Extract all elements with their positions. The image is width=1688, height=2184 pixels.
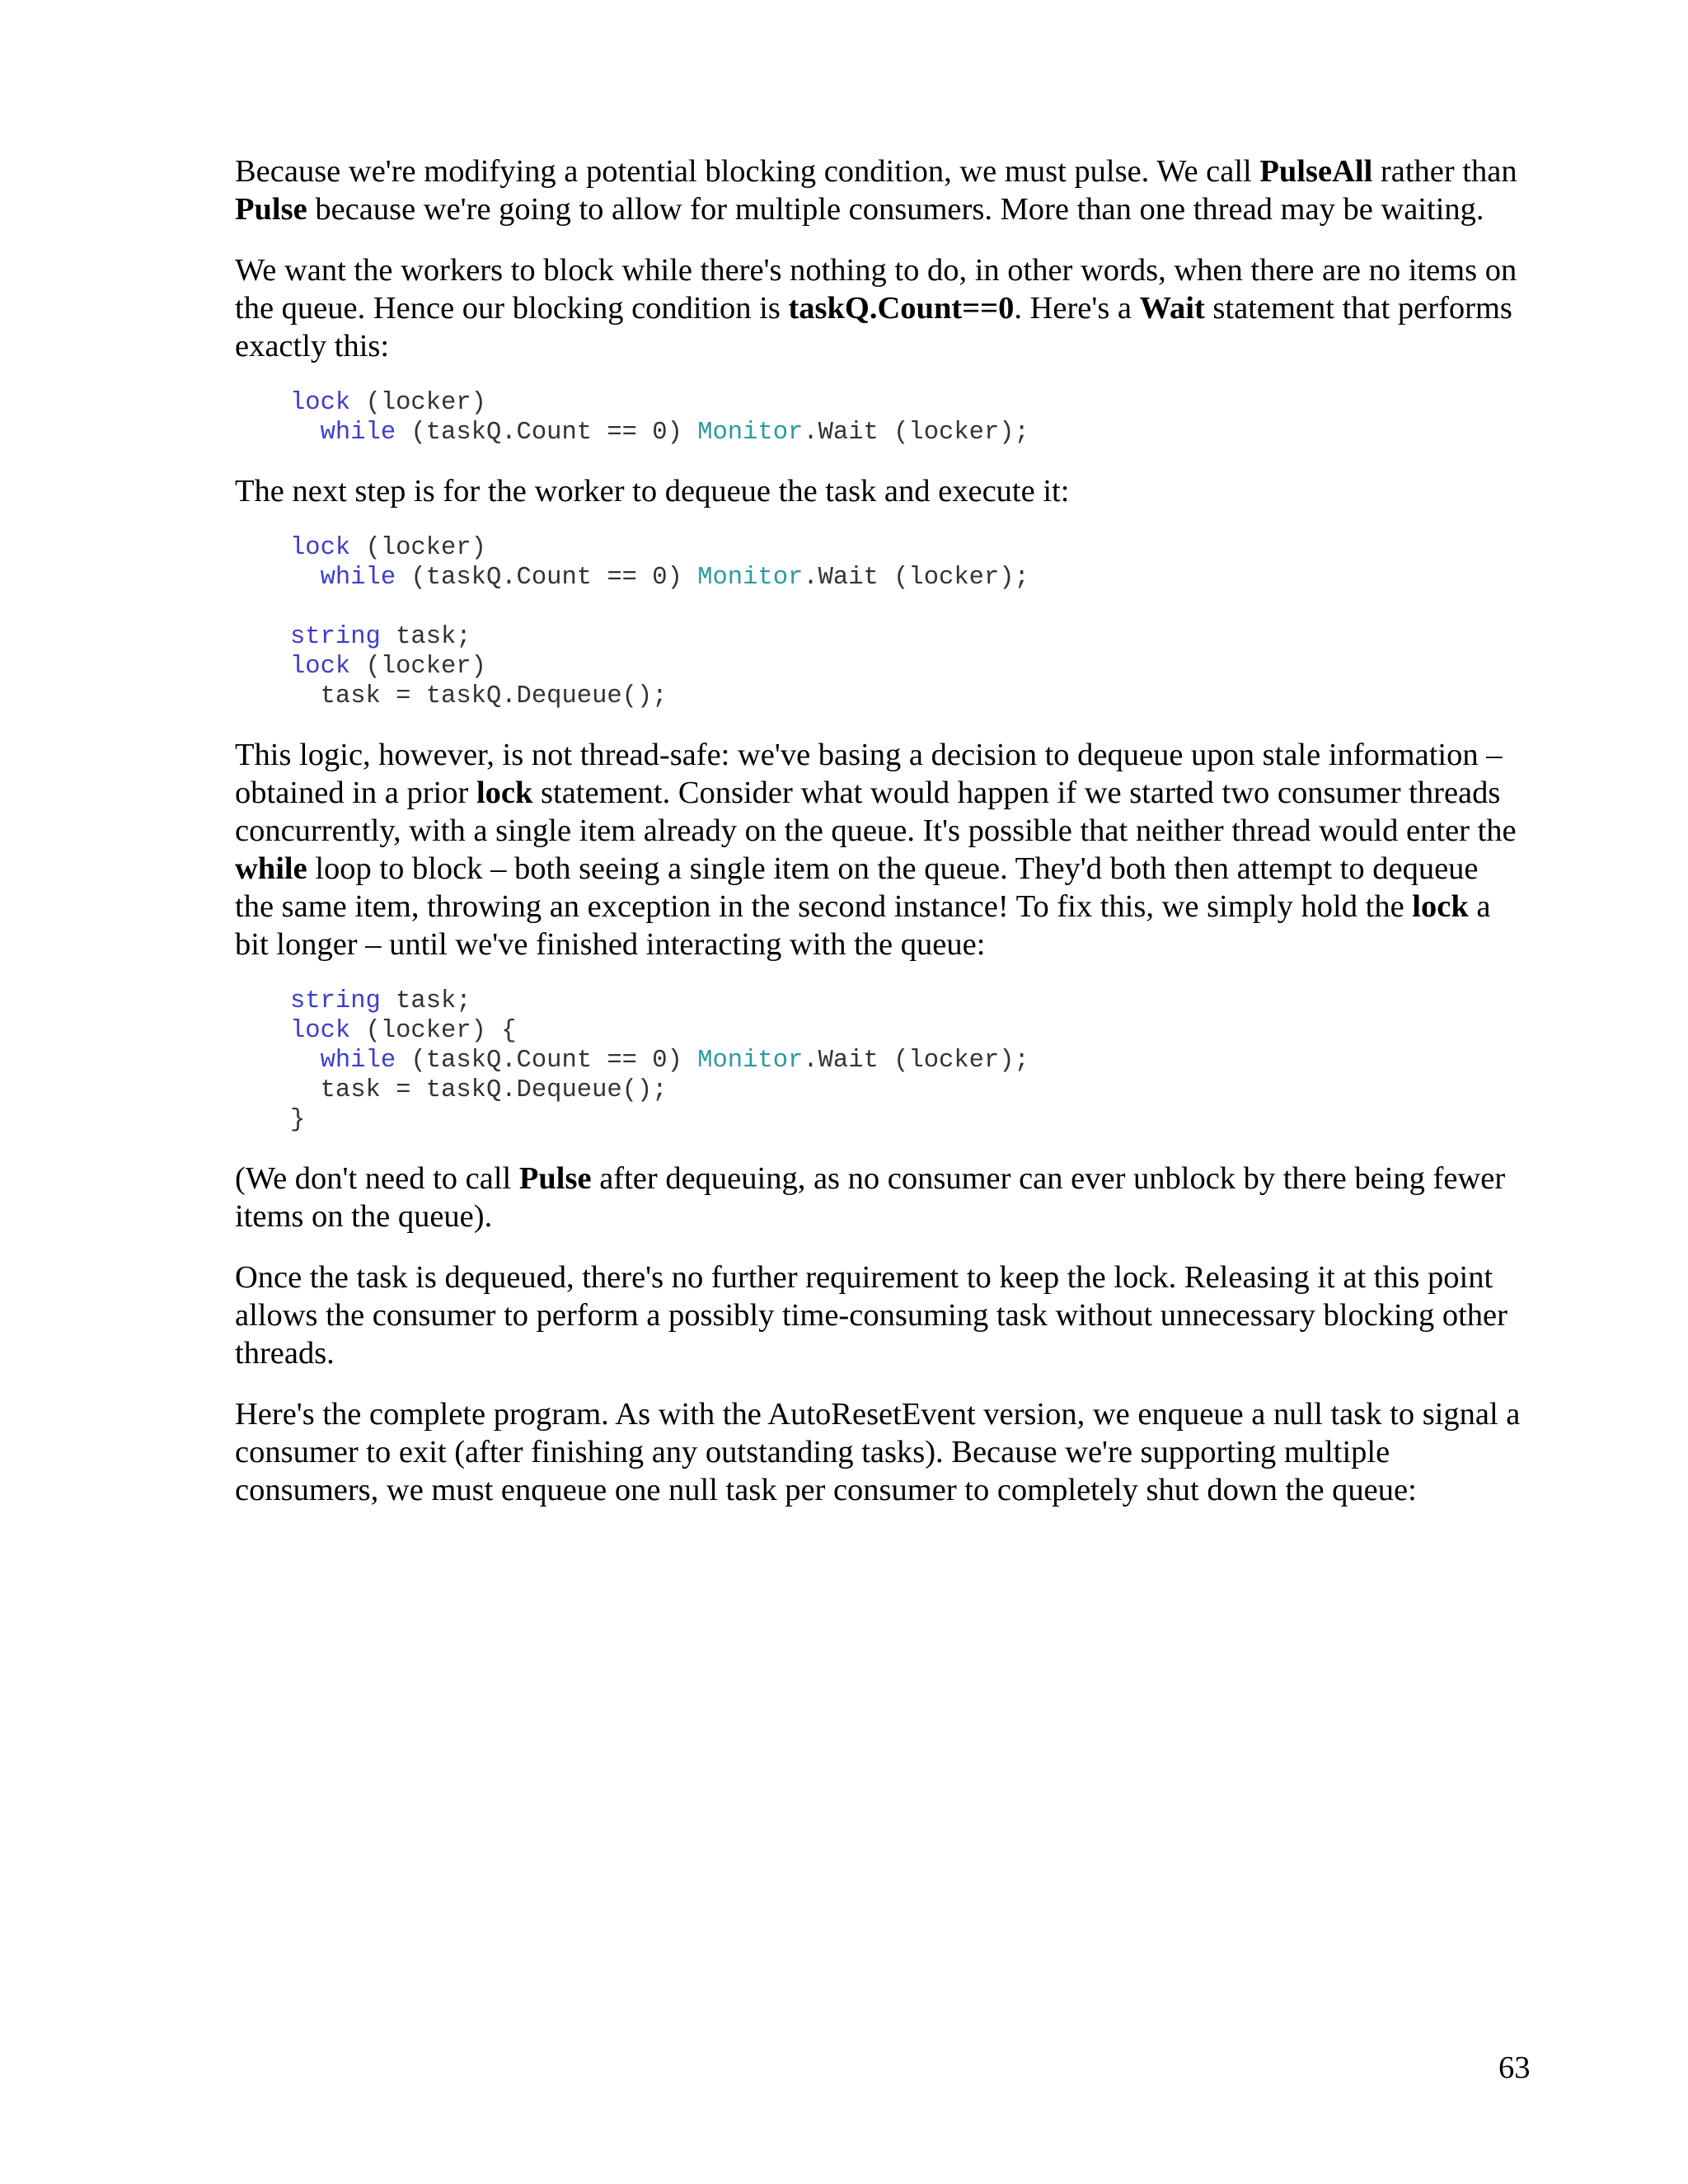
code-text: .Wait (locker);	[803, 1047, 1029, 1075]
code-text: (taskQ.Count == 0)	[396, 1047, 698, 1075]
paragraph-no-pulse	[235, 1160, 1525, 1235]
code-text: (taskQ.Count == 0)	[396, 564, 698, 592]
text-run: This logic, however, is not thread-safe: we've basing a decision to dequeue upon stale information – obtained in a prior	[235, 738, 1503, 810]
code-keyword: lock	[290, 389, 351, 417]
code-keyword: lock	[290, 653, 351, 681]
text-run: after dequeuing, as no consumer can ever unblock by there being fewer items on the queue).	[235, 1161, 1506, 1234]
text-run: Here's the complete program. As with the AutoResetEvent version, we enqueue a null task to signal a consumer to exit (after finishing any outstanding tasks). Because we're supporting multiple consumers, we must enqueue one null task per consumer to completely shut down the queue:	[235, 1397, 1521, 1507]
code-text: .Wait (locker);	[803, 564, 1029, 592]
code-text: }	[290, 1106, 306, 1134]
text-run: statement. Consider what would happen if we started two consumer threads concurrently, with a single item already on the queue. It's possible that neither thread would enter the	[235, 776, 1517, 848]
code-block-wait	[290, 388, 1525, 448]
code-text: task;	[380, 623, 471, 651]
text-run: Once the task is dequeued, there's no further requirement to keep the lock. Releasing it at this point allows the consumer to perform a possibly time-consuming task without unnecessary blocking other threads.	[235, 1260, 1507, 1371]
code-text: (locker)	[350, 389, 486, 417]
code-type: Monitor	[697, 564, 804, 592]
paragraph-release-lock	[235, 1258, 1525, 1372]
code-text: (taskQ.Count == 0)	[396, 419, 698, 447]
text-run: a bit longer – until we've finished interacting with the queue:	[235, 889, 1491, 962]
code-type: Monitor	[697, 419, 804, 447]
text-run: Because we're modifying a potential blocking condition, we must pulse. We call	[235, 154, 1260, 189]
code-block-dequeue	[290, 533, 1525, 711]
text-run: . Here's a	[1014, 291, 1140, 326]
code-text: task = taskQ.Dequeue();	[320, 1076, 668, 1104]
paragraph-blocking-condition	[235, 251, 1525, 365]
page-content	[235, 152, 1525, 1532]
paragraph-complete-program	[235, 1395, 1525, 1509]
code-text: (locker)	[350, 653, 486, 681]
bold-term-pulse: Pulse	[235, 192, 307, 227]
text-run: The next step is for the worker to dequeue the task and execute it:	[235, 474, 1070, 509]
text-run: We want the workers to block while there's nothing to do, in other words, when there are no items on the queue. Hence our blocking condition is	[235, 253, 1517, 326]
bold-term-lock: lock	[476, 776, 533, 810]
code-keyword: while	[320, 1047, 396, 1075]
code-type: Monitor	[697, 1047, 804, 1075]
text-run: statement that performs exactly this:	[235, 291, 1512, 363]
bold-term-condition: taskQ.Count==0	[788, 291, 1015, 326]
text-run: because we're going to allow for multiple consumers. More than one thread may be waiting.	[307, 192, 1484, 227]
text-run: loop to block – both seeing a single item on the queue. They'd both then attempt to dequeue the same item, throwing an exception in the second instance! To fix this, we simply hold the	[235, 851, 1479, 924]
paragraph-pulseall	[235, 152, 1525, 228]
paragraph-thread-safety	[235, 736, 1525, 963]
code-keyword: lock	[290, 1017, 351, 1045]
bold-term-pulseall: PulseAll	[1259, 154, 1373, 189]
bold-term-lock: lock	[1412, 889, 1469, 924]
code-keyword: while	[320, 419, 396, 447]
code-keyword: string	[290, 623, 381, 651]
code-text: .Wait (locker);	[803, 419, 1029, 447]
code-keyword: while	[320, 564, 396, 592]
paragraph-next-step	[235, 472, 1525, 510]
text-run: rather than	[1372, 154, 1517, 189]
code-block-fixed	[290, 987, 1525, 1135]
bold-term-wait: Wait	[1139, 291, 1205, 326]
code-text: task;	[380, 987, 471, 1015]
code-text: (locker)	[350, 534, 486, 562]
code-text: (locker) {	[350, 1017, 517, 1045]
bold-term-pulse: Pulse	[518, 1161, 592, 1196]
page-number: 63	[1498, 2050, 1531, 2085]
text-run: (We don't need to call	[235, 1161, 519, 1196]
code-keyword: lock	[290, 534, 351, 562]
code-text: task = taskQ.Dequeue();	[320, 682, 668, 710]
code-keyword: string	[290, 987, 381, 1015]
bold-term-while: while	[235, 851, 307, 886]
